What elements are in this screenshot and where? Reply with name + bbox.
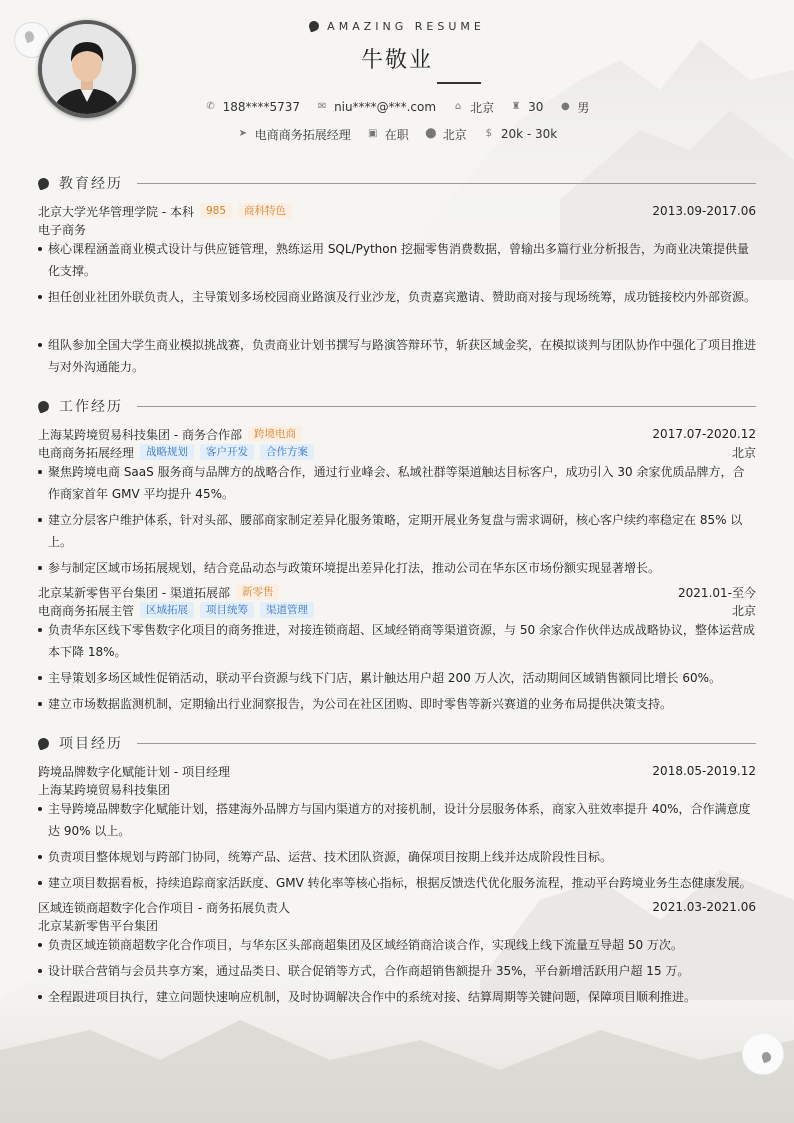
tag: 跨境电商 — [248, 426, 302, 442]
work-period: 2017.07-2020.12 — [652, 427, 756, 441]
project-org: 北京某新零售平台集团 — [38, 918, 159, 933]
contact-age: ♜ 30 — [511, 100, 544, 114]
project-org: 上海某跨境贸易科技集团 — [38, 782, 171, 797]
list-item: 聚焦跨境电商 SaaS 服务商与品牌方的战略合作，通过行业峰会、私域社群等渠道触达目标客户，成功引入 30 余家优质品牌方，合作商家首年 GMV 平均提升 45%。 — [38, 461, 756, 505]
tag: 战略规划 — [140, 444, 194, 460]
job-status: ▣ 在职 — [368, 127, 409, 142]
age-icon: ♜ — [511, 101, 521, 112]
job-salary: $ 20k - 30k — [483, 127, 557, 141]
tag: 商科特色 — [238, 203, 292, 219]
list-item: 负责区域连锁商超数字化合作项目，与华东区头部商超集团及区域经销商洽谈合作，实现线上线下流量互导超 50 万次。 — [38, 934, 756, 956]
phone-icon: ✆ — [206, 101, 215, 112]
brand-text: AMAZING RESUME — [327, 20, 485, 33]
list-item: 负责项目整体规划与跨部门协同，统筹产品、运营、技术团队资源，确保项目按期上线并达成阶段性目标。 — [38, 846, 756, 868]
tag: 渠道管理 — [260, 602, 314, 618]
work-role: 电商商务拓展经理 — [38, 445, 135, 460]
list-item: 主导策划多场区域性促销活动，联动平台资源与线下门店，累计触达用户超 200 万人次，活动期间区域销售额同比增长 60%。 — [38, 667, 756, 689]
company-name: 北京某新零售平台集团 - 渠道拓展部 — [38, 585, 230, 600]
job-row — [0, 125, 794, 143]
section-work — [38, 396, 756, 416]
list-item: 参与制定区域市场拓展规划，结合竞品动态与政策环境提出差异化打法，推动公司在华东区市场份额实现显著增长。 — [38, 557, 756, 579]
tag: 客户开发 — [200, 444, 254, 460]
section-title: 项目经历 — [59, 736, 123, 752]
section-project — [38, 733, 756, 753]
tag: 区域拓展 — [140, 602, 194, 618]
section-icon — [36, 736, 50, 750]
list-item: 建立分层客户维护体系，针对头部、腰部商家制定差异化服务策略，定期开展业务复盘与需求调研，核心客户续约率稳定在 85% 以上。 — [38, 509, 756, 553]
work-city: 北京 — [731, 445, 756, 460]
mail-icon: ✉ — [317, 101, 327, 112]
list-item: 全程跟进项目执行，建立问题快速响应机制，及时协调解决合作中的系统对接、结算周期等关键问题，保障项目顺利推进。 — [38, 986, 756, 1008]
contact-email: ✉ niu****@***.com — [317, 100, 437, 114]
section-education — [38, 173, 756, 193]
project-header — [38, 898, 756, 916]
section-icon — [36, 399, 50, 413]
salary-icon: $ — [485, 128, 492, 139]
contact-phone: ✆ 188****5737 — [206, 100, 301, 114]
tag: 合作方案 — [260, 444, 314, 460]
job-target: ➤ 电商商务拓展经理 — [238, 127, 351, 142]
contact-row — [0, 98, 794, 116]
section-divider — [137, 183, 756, 184]
school-name: 北京大学光华管理学院 - 本科 — [38, 204, 194, 219]
company-name: 上海某跨境贸易科技集团 - 商务合作部 — [38, 427, 242, 442]
list-item: 核心课程涵盖商业模式设计与供应链管理，熟练运用 SQL/Python 挖掘零售消费数据，曾输出多篇行业分析报告，为商业决策提供量化支撑。 — [38, 238, 756, 282]
education-major-row — [38, 220, 756, 238]
resume-name: 牛敬业 — [360, 48, 433, 73]
project-org-row — [38, 916, 756, 934]
section-title: 工作经历 — [59, 399, 123, 415]
contact-gender: ● 男 — [560, 100, 590, 115]
status-icon: ▣ — [368, 128, 378, 139]
tag: 项目统筹 — [200, 602, 254, 618]
name-underline — [437, 82, 481, 84]
project-header — [38, 762, 756, 780]
list-item: 担任创业社团外联负责人，主导策划多场校园商业路演及行业沙龙，负责嘉宾邀请、赞助商对接与现场统筹，成功链接校内外部资源。 — [38, 286, 756, 308]
job-location: ⬤ 北京 — [425, 127, 467, 142]
list-item: 建立项目数据看板，持续追踪商家活跃度、GMV 转化率等核心指标，根据反馈迭代优化服务流程，推动平台跨境业务生态健康发展。 — [38, 872, 756, 894]
brand-header — [0, 20, 794, 33]
decorative-circle — [742, 1033, 784, 1075]
work-city: 北京 — [731, 603, 756, 618]
home-icon: ⌂ — [454, 101, 462, 112]
work-period: 2021.01-至今 — [678, 585, 756, 600]
work-role: 电商商务拓展主管 — [38, 603, 135, 618]
tag: 新零售 — [236, 584, 280, 600]
project-org-row — [38, 780, 756, 798]
project-period: 2018.05-2019.12 — [652, 764, 756, 778]
work-role-row — [38, 601, 756, 619]
list-item: 组队参加全国大学生商业模拟挑战赛，负责商业计划书撰写与路演答辩环节，斩获区域金奖，在模拟谈判与团队协作中强化了项目推进与对外沟通能力。 — [38, 334, 756, 378]
gender-icon: ● — [560, 101, 570, 112]
work-header — [38, 425, 756, 443]
section-divider — [137, 406, 756, 407]
project-period: 2021.03-2021.06 — [652, 900, 756, 914]
contact-home: ⌂ 北京 — [452, 99, 494, 116]
work-role-row — [38, 443, 756, 461]
send-icon: ➤ — [238, 128, 247, 139]
section-divider — [137, 743, 756, 744]
project-title: 区域连锁商超数字化合作项目 - 商务拓展负责人 — [38, 900, 290, 915]
list-item: 主导跨境品牌数字化赋能计划，搭建海外品牌方与国内渠道方的对接机制，设计分层服务体系，商家入驻效率提升 40%，合作满意度达 90% 以上。 — [38, 798, 756, 842]
list-item: 建立市场数据监测机制，定期输出行业洞察报告，为公司在社区团购、即时零售等新兴赛道的业务布局提供决策支持。 — [38, 693, 756, 715]
brand-icon — [308, 20, 321, 33]
section-icon — [36, 176, 50, 190]
list-item: 设计联合营销与会员共享方案，通过品类日、联合促销等方式，合作商超销售额提升 35%，平台新增活跃用户超 15 万。 — [38, 960, 756, 982]
project-title: 跨境品牌数字化赋能计划 - 项目经理 — [38, 764, 230, 779]
education-major: 电子商务 — [38, 222, 87, 237]
tag: 985 — [200, 203, 232, 219]
section-title: 教育经历 — [59, 176, 123, 192]
education-header — [38, 202, 756, 220]
education-period: 2013.09-2017.06 — [652, 204, 756, 218]
location-icon: ⬤ — [425, 128, 437, 139]
work-header — [38, 583, 756, 601]
list-item: 负责华东区线下零售数字化项目的商务推进，对接连锁商超、区域经销商等渠道资源，与 50 余家合作伙伴达成战略协议，整体运营成本下降 18%。 — [38, 619, 756, 663]
